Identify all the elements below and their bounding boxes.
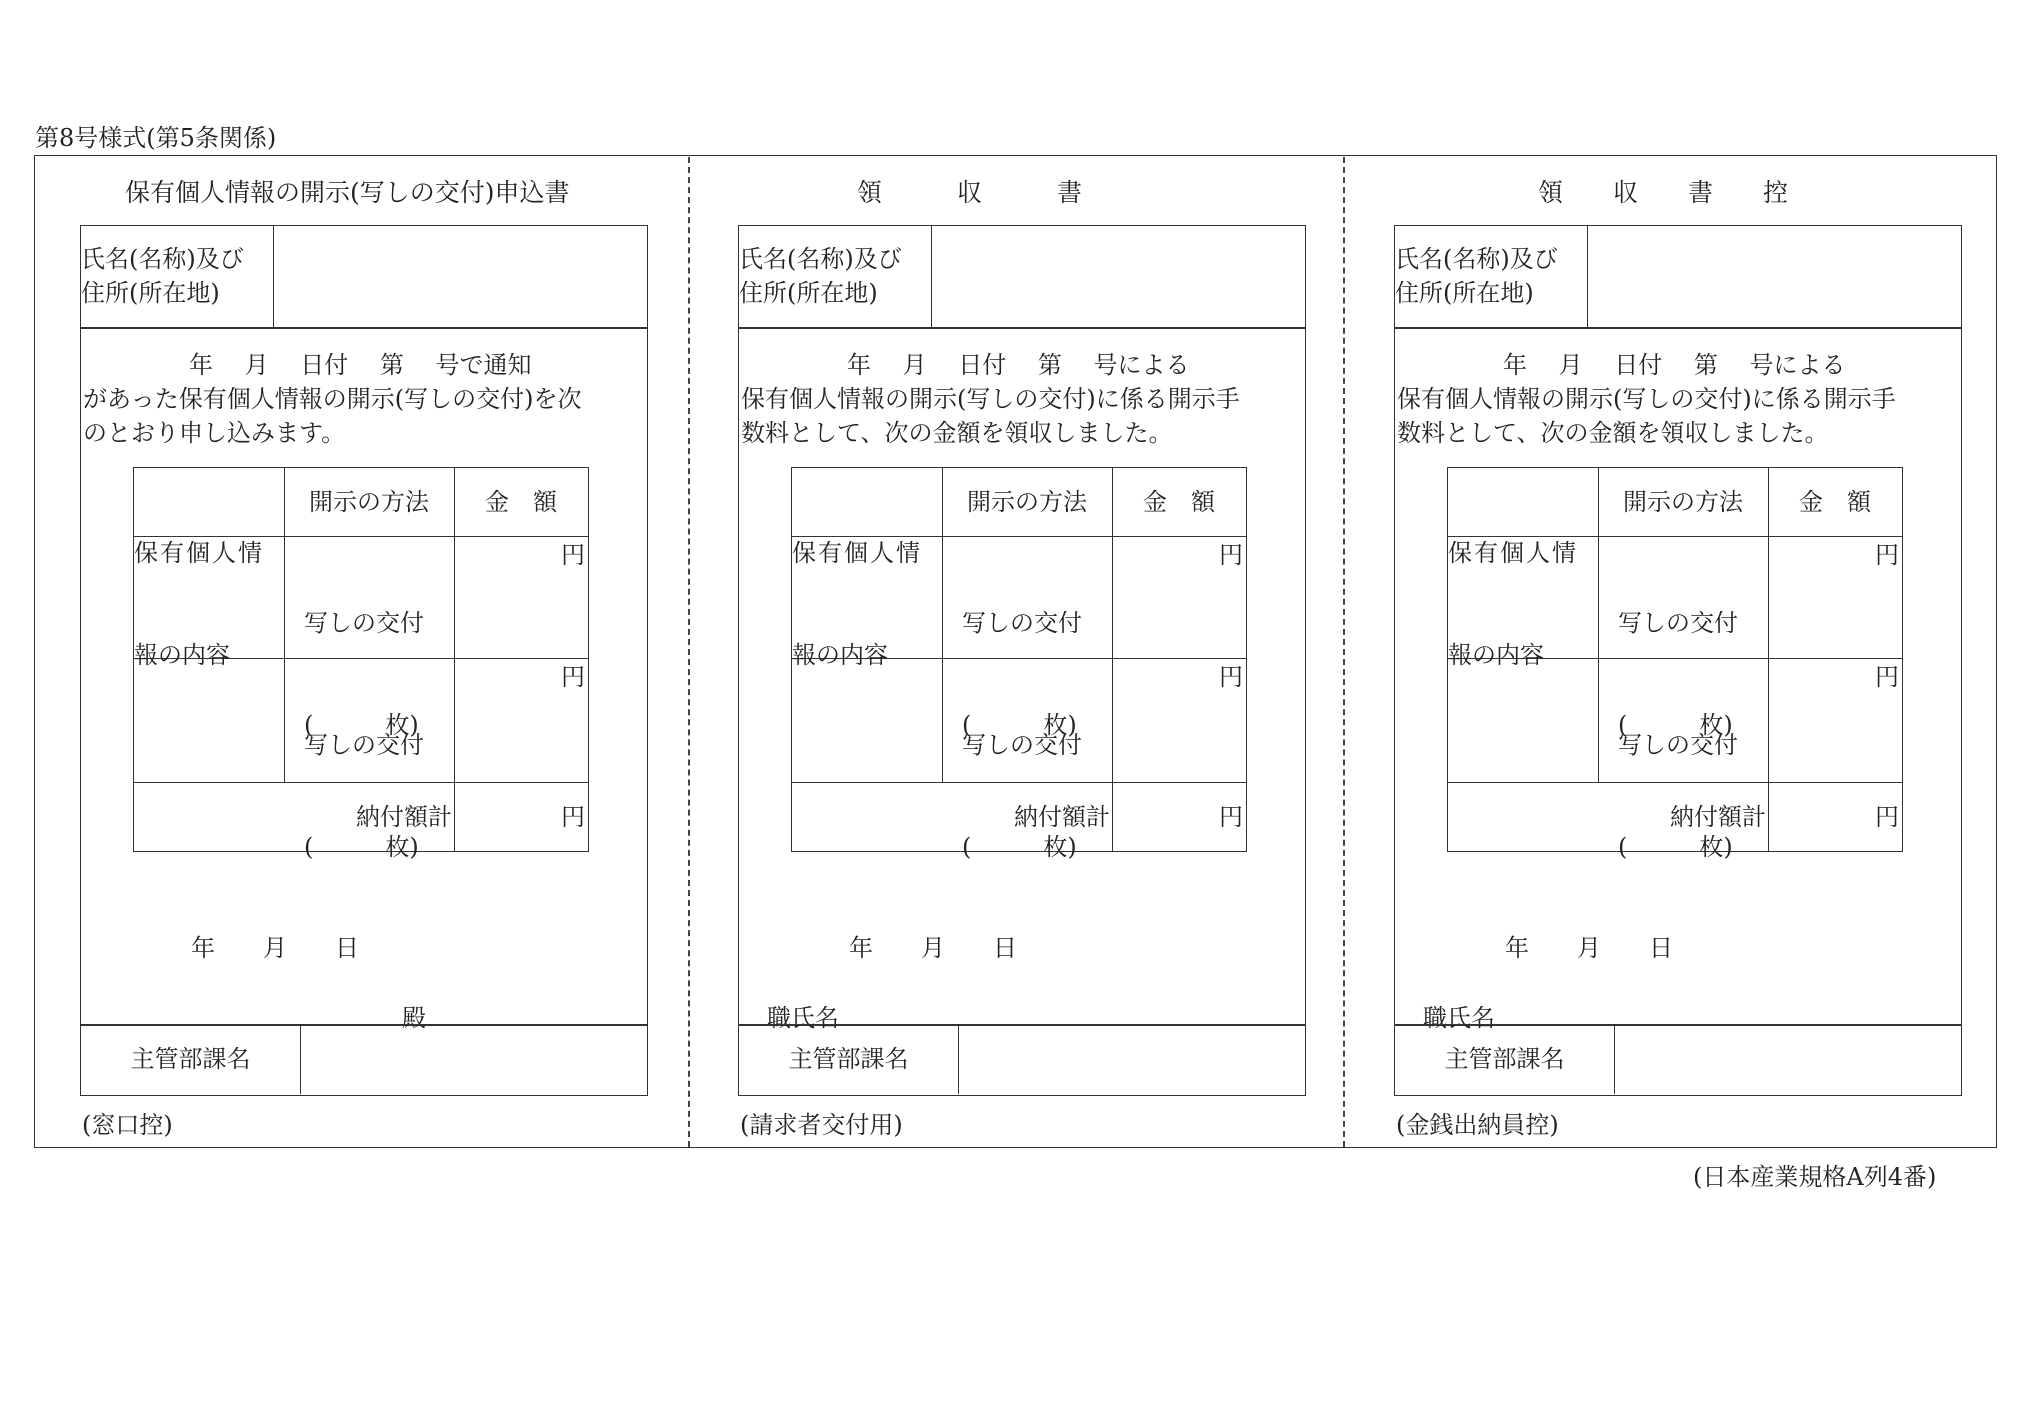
header-method: 開示の方法	[309, 488, 429, 516]
amount-field-1[interactable]: 円	[1219, 541, 1243, 569]
header-amount: 金 額	[485, 488, 557, 516]
content-field-1[interactable]	[792, 538, 942, 658]
sheet-count: ( 枚)	[1618, 711, 1733, 739]
name-label-line2: 住所(所在地)	[81, 279, 220, 307]
fee-table	[1447, 467, 1903, 861]
dept-box	[738, 1024, 1306, 1096]
name-address-box	[80, 225, 648, 329]
sheet-count: ( 枚)	[304, 711, 419, 739]
header-content-line1: 保有個人情	[134, 539, 264, 567]
method-label: 写しの交付	[962, 731, 1082, 759]
cut-line-1	[688, 157, 690, 1147]
name-address-box	[738, 225, 1306, 329]
body-text-line2: 保有個人情報の開示(写しの交付)に係る開示手	[1397, 385, 1896, 413]
total-amount-field[interactable]: 円	[1875, 803, 1899, 831]
dept-field[interactable]	[959, 1025, 1305, 1095]
amount-field-1[interactable]: 円	[1875, 541, 1899, 569]
body-text-line1: 年 月 日付 第 号による	[847, 351, 1190, 379]
amount-field-1[interactable]: 円	[561, 541, 585, 569]
date-line: 年 月 日	[1505, 934, 1673, 962]
name-address-box	[1394, 225, 1962, 329]
content-field-2[interactable]	[134, 660, 284, 780]
form-panel-3	[1348, 155, 1988, 1148]
sheet-count: ( 枚)	[962, 833, 1077, 861]
header-content-line1: 保有個人情	[1448, 539, 1578, 567]
sheet-count: ( 枚)	[962, 711, 1077, 739]
dept-box	[1394, 1024, 1962, 1096]
fee-table	[133, 467, 589, 861]
panel-title: 保有個人情報の開示(写しの交付)申込書	[125, 178, 570, 207]
total-label: 納付額計	[1014, 803, 1110, 831]
copy-designation: (窓口控)	[82, 1111, 173, 1139]
header-content-line2: 報の内容	[792, 641, 888, 669]
name-address-label	[81, 226, 274, 327]
content-field-1[interactable]	[134, 538, 284, 658]
name-label-line2: 住所(所在地)	[1395, 279, 1534, 307]
header-content-line2: 報の内容	[1448, 641, 1544, 669]
method-label: 写しの交付	[304, 731, 424, 759]
content-field-2[interactable]	[792, 660, 942, 780]
header-method: 開示の方法	[1623, 488, 1743, 516]
panel-title: 領 収 書 控	[1538, 178, 1789, 207]
content-field-2[interactable]	[1448, 660, 1598, 780]
name-label-line1: 氏名(名称)及び	[1395, 245, 1558, 273]
dept-label: 主管部課名	[739, 1025, 959, 1094]
content-field-1[interactable]	[1448, 538, 1598, 658]
dept-field[interactable]	[301, 1025, 647, 1095]
amount-field-2[interactable]: 円	[1875, 663, 1899, 691]
total-label: 納付額計	[356, 803, 452, 831]
method-cell-2	[962, 660, 1082, 932]
amount-field-2[interactable]: 円	[561, 663, 585, 691]
body-text-line3: 数料として、次の金額を領収しました。	[741, 419, 1173, 447]
method-label: 写しの交付	[304, 609, 424, 637]
method-cell-2	[1618, 660, 1738, 932]
copy-designation: (請求者交付用)	[740, 1111, 903, 1139]
signature-line: 殿	[402, 1004, 426, 1032]
header-amount: 金 額	[1143, 488, 1215, 516]
method-label: 写しの交付	[1618, 731, 1738, 759]
body-text-line1: 年 月 日付 第 号で通知	[189, 351, 532, 379]
copy-designation: (金銭出納員控)	[1396, 1111, 1559, 1139]
header-method: 開示の方法	[967, 488, 1087, 516]
panel-title: 領 収 書	[857, 178, 1083, 207]
signature-line: 職氏名	[767, 1004, 839, 1032]
body-text-line3: のとおり申し込みます。	[83, 419, 346, 447]
total-label: 納付額計	[1670, 803, 1766, 831]
form-panel-2	[692, 155, 1332, 1148]
sheet-count: ( 枚)	[1618, 833, 1733, 861]
header-content-line2: 報の内容	[134, 641, 230, 669]
name-address-label	[1395, 226, 1588, 327]
body-text-line1: 年 月 日付 第 号による	[1503, 351, 1846, 379]
header-amount: 金 額	[1799, 488, 1871, 516]
body-text-line2: があった保有個人情報の開示(写しの交付)を次	[83, 385, 582, 413]
method-cell-2	[304, 660, 424, 932]
amount-field-2[interactable]: 円	[1219, 663, 1243, 691]
total-amount-field[interactable]: 円	[561, 803, 585, 831]
name-address-field[interactable]	[1588, 226, 1961, 328]
sheet-count: ( 枚)	[304, 833, 419, 861]
method-label: 写しの交付	[962, 609, 1082, 637]
header-content-line1: 保有個人情	[792, 539, 922, 567]
body-text-line3: 数料として、次の金額を領収しました。	[1397, 419, 1829, 447]
paper-size-note: (日本産業規格A列4番)	[1693, 1163, 1937, 1191]
method-label: 写しの交付	[1618, 609, 1738, 637]
body-text-line2: 保有個人情報の開示(写しの交付)に係る開示手	[741, 385, 1240, 413]
name-label-line1: 氏名(名称)及び	[739, 245, 902, 273]
form-number: 第8号様式(第5条関係)	[35, 124, 277, 152]
cut-line-2	[1343, 157, 1345, 1147]
body-box	[1394, 327, 1962, 1032]
name-label-line2: 住所(所在地)	[739, 279, 878, 307]
dept-label: 主管部課名	[1395, 1025, 1615, 1094]
name-label-line1: 氏名(名称)及び	[81, 245, 244, 273]
body-box	[80, 327, 648, 1032]
fee-table	[791, 467, 1247, 861]
body-box	[738, 327, 1306, 1032]
name-address-label	[739, 226, 932, 327]
date-line: 年 月 日	[849, 934, 1017, 962]
date-line: 年 月 日	[191, 934, 359, 962]
total-amount-field[interactable]: 円	[1219, 803, 1243, 831]
form-panel-1	[34, 155, 674, 1148]
dept-field[interactable]	[1615, 1025, 1961, 1095]
dept-label: 主管部課名	[81, 1025, 301, 1094]
dept-box	[80, 1024, 648, 1096]
name-address-field[interactable]	[932, 226, 1305, 328]
name-address-field[interactable]	[274, 226, 647, 328]
signature-line: 職氏名	[1423, 1004, 1495, 1032]
